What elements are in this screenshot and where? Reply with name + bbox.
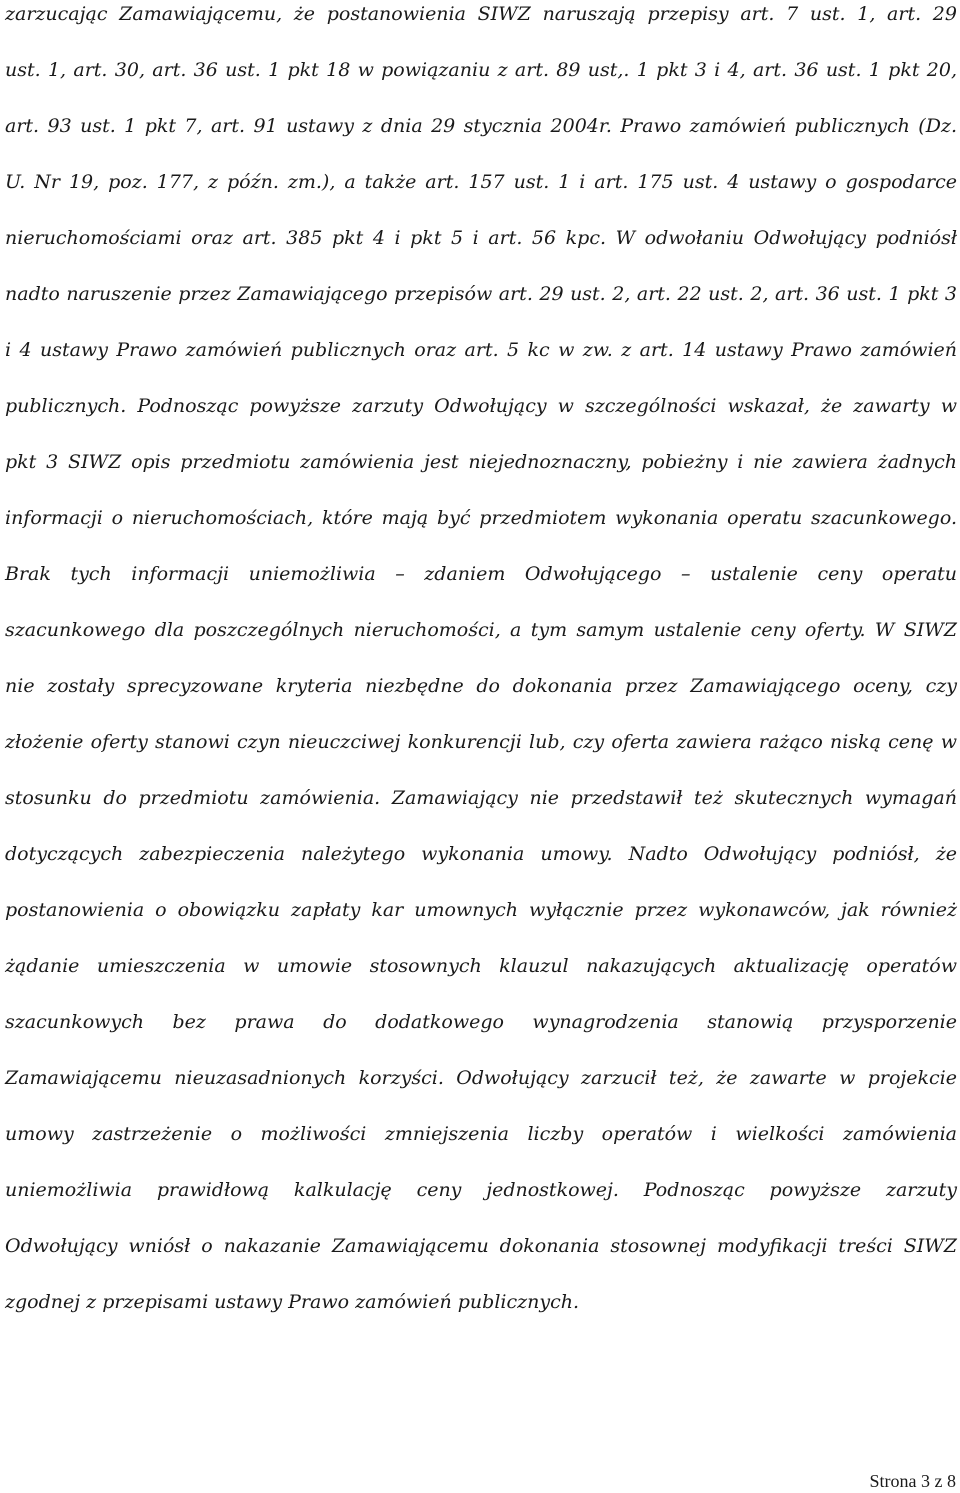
page-number: Strona 3 z 8 [869,1471,956,1491]
text-line-21: umowy zastrzeżenie o możliwości zmniejszenia liczby operatów i wielkości zamówienia [5,1123,957,1145]
text-line-23: Odwołujący wniósł o nakazanie Zamawiającemu dokonania stosownej modyfikacji treści SIWZ [5,1235,957,1257]
text-line-2: ust. 1, art. 30, art. 36 ust. 1 pkt 18 w powiązaniu z art. 89 ust,. 1 pkt 3 i 4, art. 36 ust. 1 pkt 20, [5,59,957,81]
text-line-4: U. Nr 19, poz. 177, z późn. zm.), a także art. 157 ust. 1 i art. 175 ust. 4 ustawy o gospodarce [5,171,957,193]
text-line-8: publicznych. Podnosząc powyższe zarzuty Odwołujący w szczególności wskazał, że zawarty w [5,395,957,417]
text-line-13: nie zostały sprecyzowane kryteria niezbędne do dokonania przez Zamawiającego oceny, czy [5,675,957,697]
text-line-22: uniemożliwia prawidłową kalkulację ceny jednostkowej. Podnosząc powyższe zarzuty [5,1179,957,1201]
text-line-24: zgodnej z przepisami ustawy Prawo zamówień publicznych. [5,1291,580,1313]
text-line-18: żądanie umieszczenia w umowie stosownych klauzul nakazujących aktualizację operatów [5,955,957,977]
text-line-9: pkt 3 SIWZ opis przedmiotu zamówienia jest niejednoznaczny, pobieżny i nie zawiera żadnych [5,451,957,473]
text-line-20: Zamawiającemu nieuzasadnionych korzyści. Odwołujący zarzucił też, że zawarte w projekcie [5,1067,957,1089]
text-line-17: postanowienia o obowiązku zapłaty kar umownych wyłącznie przez wykonawców, jak również [5,899,957,921]
text-line-5: nieruchomościami oraz art. 385 pkt 4 i pkt 5 i art. 56 kpc. W odwołaniu Odwołujący podniósł [5,227,957,249]
text-line-1: zarzucając Zamawiającemu, że postanowienia SIWZ naruszają przepisy art. 7 ust. 1, art. 29 [5,3,957,25]
text-line-6: nadto naruszenie przez Zamawiającego przepisów art. 29 ust. 2, art. 22 ust. 2, art. 36 ust. 1 pkt 3 [5,283,957,305]
text-line-15: stosunku do przedmiotu zamówienia. Zamawiający nie przedstawił też skutecznych wymagań [5,787,957,809]
text-line-16: dotyczących zabezpieczenia należytego wykonania umowy. Nadto Odwołujący podniósł, że [5,843,957,865]
text-line-11: Brak tych informacji uniemożliwia – zdaniem Odwołującego – ustalenie ceny operatu [5,563,957,585]
text-line-14: złożenie oferty stanowi czyn nieuczciwej konkurencji lub, czy oferta zawiera rażąco niską cenę w [5,731,957,753]
text-line-12: szacunkowego dla poszczególnych nieruchomości, a tym samym ustalenie ceny oferty. W SIWZ [5,619,957,641]
text-line-3: art. 93 ust. 1 pkt 7, art. 91 ustawy z dnia 29 stycznia 2004r. Prawo zamówień publicznych (Dz. [5,115,957,137]
text-line-19: szacunkowych bez prawa do dodatkowego wynagrodzenia stanowią przysporzenie [5,1011,957,1033]
text-line-7: i 4 ustawy Prawo zamówień publicznych oraz art. 5 kc w zw. z art. 14 ustawy Prawo zamówień [5,339,957,361]
text-line-10: informacji o nieruchomościach, które mają być przedmiotem wykonania operatu szacunkowego. [5,507,957,529]
